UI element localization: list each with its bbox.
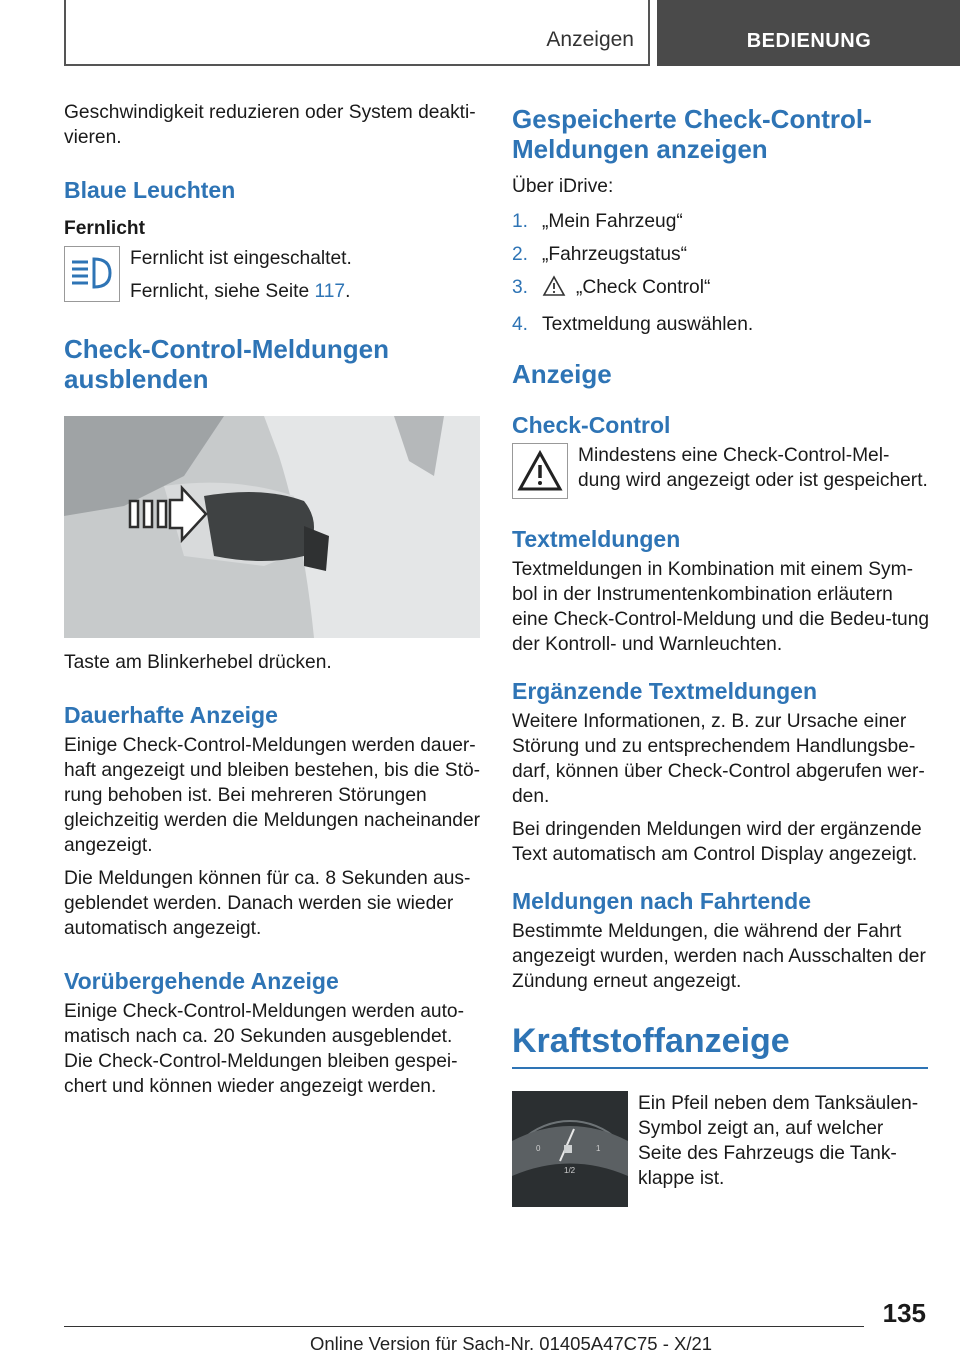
step-number: 4. [512,314,529,335]
fuel-gauge-heading: Kraftstoffanzeige [512,1022,790,1060]
end-of-trip-heading: Meldungen nach Fahrtende [512,888,812,914]
fuel-heading-wrap [512,1022,928,1069]
hide-messages-caption: Taste am Blinkerhebel drücken. [64,652,332,673]
high-beam-ref-text: Fernlicht, siehe Seite [130,281,315,302]
hide-messages-heading: Check-Control-Meldungen ausblenden [64,334,389,394]
step-3 [512,275,932,304]
high-beam-ref-dot: . [345,281,351,302]
high-beam-icon [64,246,120,302]
high-beam-row [64,246,482,312]
turn-signal-lever-photo [64,416,480,638]
warning-triangle-icon [512,443,568,499]
high-beam-line2 [130,279,352,304]
high-beam-text [130,246,352,312]
step-text: „Check Control“ [576,277,711,298]
intro-text: Geschwindigkeit reduzieren oder System deakti-vieren. [64,102,476,148]
permanent-display-heading: Dauerhafte Anzeige [64,702,278,728]
high-beam-subheading: Fernlicht [64,218,146,239]
gauge-label-half: 1/2 [564,1166,576,1175]
step-number: 2. [512,244,529,265]
fuel-gauge-text: Ein Pfeil neben dem Tanksäulen-Symbol zeigt an, auf welcher Seite des Fahrzeugs die Tank-klappe ist. [638,1093,919,1189]
stored-messages-heading: Gespeicherte Check-Control-Meldungen anzeigen [512,104,872,164]
footer-divider [64,1326,864,1327]
header-section-title: Anzeigen [546,28,634,51]
footer-version-text: Online Version für Sach-Nr. 01405A47C75 - X/21 [310,1333,713,1354]
step-1 [512,209,932,234]
text-messages-p1: Textmeldungen in Kombination mit einem Sym-bol in der Instrumentenkombination erläutern eine Check-Control-Meldung und die Bedeu-tung der Kontroll- und Warnleuchten. [512,559,930,655]
temporary-display-p1: Einige Check-Control-Meldungen werden auto-matisch nach ca. 20 Sekunden ausgeblendet. Die Check-Control-Meldungen bleiben gespei-chert und können wieder angezeigt werden. [64,1001,464,1097]
supplementary-heading: Ergänzende Textmeldungen [512,678,818,704]
header-section-box [64,0,650,66]
gauge-label-one: 1 [596,1144,601,1153]
step-number: 1. [512,211,529,232]
header-chapter-box [657,0,960,66]
step-number: 3. [512,277,529,298]
idrive-intro: Über iDrive: [512,176,614,197]
header-chapter-title: BEDIENUNG [746,30,872,52]
gauge-label-zero: 0 [536,1144,541,1153]
display-heading: Anzeige [512,359,612,389]
fuel-gauge-row [512,1091,932,1207]
fuel-gauge-image [512,1091,628,1207]
permanent-display-p2: Die Meldungen können für ca. 8 Sekunden aus-geblendet werden. Danach werden sie wieder automatisch angezeigt. [64,868,471,939]
step-text: „Mein Fahrzeug“ [542,211,683,232]
supplementary-p1: Weitere Informationen, z. B. zur Ursache einer Störung und zu entsprechendem Handlungsbe-darf, können über Check-Control abgerufen wer-den. [512,711,925,807]
temporary-display-heading: Vorübergehende Anzeige [64,968,339,994]
warning-triangle-icon [542,275,572,304]
end-of-trip-p1: Bestimmte Meldungen, die während der Fahrt angezeigt wurden, werden nach Ausschalten der Zündung erneut angezeigt. [512,921,926,992]
supplementary-p2: Bei dringenden Meldungen wird der ergänzende Text automatisch am Control Display angezeigt. [512,819,922,865]
check-control-heading: Check-Control [512,412,671,438]
step-text: „Fahrzeugstatus“ [542,244,688,265]
high-beam-line1: Fernlicht ist eingeschaltet. [130,248,352,269]
page-number: 135 [882,1298,926,1328]
right-column [512,104,932,1207]
page-link-117[interactable]: 117 [314,281,346,302]
left-column [64,100,482,1107]
idrive-steps [512,209,932,337]
step-text: Textmeldung auswählen. [542,314,754,335]
check-control-row [512,443,932,501]
permanent-display-p1: Einige Check-Control-Meldungen werden dauer-haft angezeigt und bleiben bestehen, bis die Stö-rung behoben ist. Bei mehreren Störungen gleichzeitig werden die Meldungen nacheinander angezeigt. [64,735,481,856]
step-2 [512,242,932,267]
text-messages-heading: Textmeldungen [512,526,681,552]
check-control-text: Mindestens eine Check-Control-Mel-dung wird angezeigt oder ist gespeichert. [578,445,928,491]
step-4 [512,312,932,337]
blue-lights-heading: Blaue Leuchten [64,177,236,203]
